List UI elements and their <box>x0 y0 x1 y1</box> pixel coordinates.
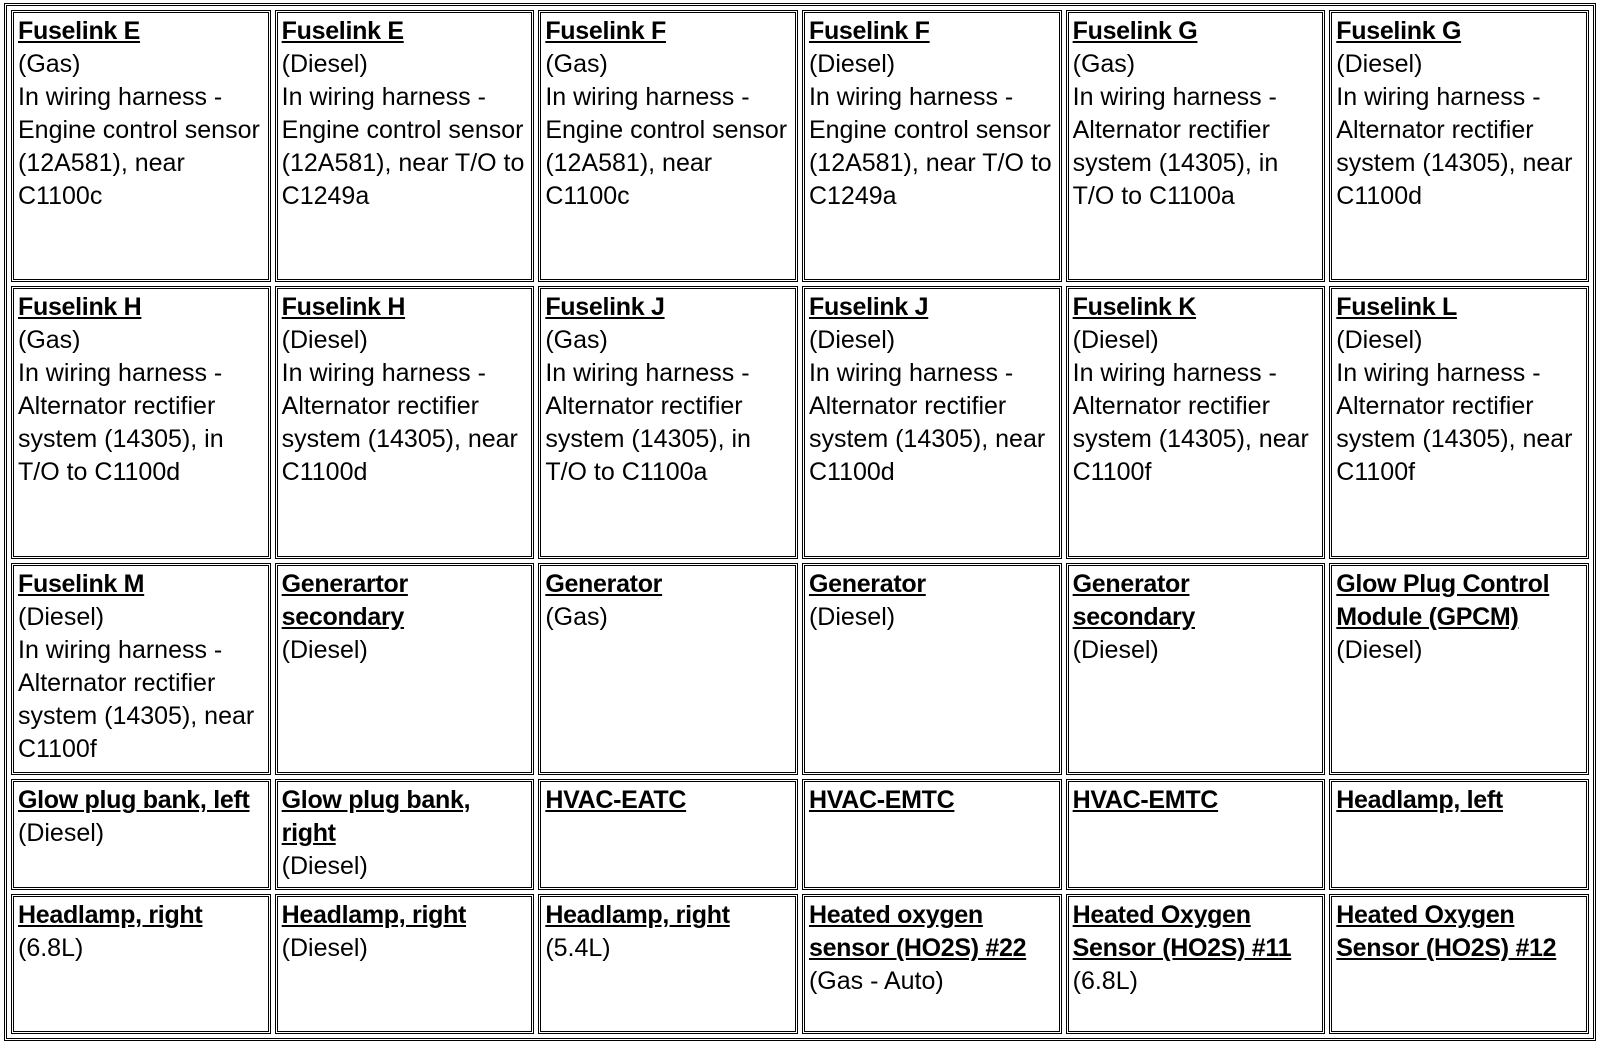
component-name-link[interactable]: HVAC-EMTC <box>1072 786 1219 815</box>
component-name-link[interactable]: Fuselink F <box>545 17 666 45</box>
component-cell <box>1066 286 1326 558</box>
component-location-text: In wiring harness - Alternator rectifier system (14305), in T/O to C1100a <box>545 359 751 487</box>
component-cell <box>11 563 271 775</box>
component-cell <box>802 563 1062 775</box>
component-variant-note: (Diesel) <box>18 819 105 848</box>
component-cell <box>275 10 535 282</box>
component-variant-note: (5.4L) <box>545 934 611 963</box>
component-name-link[interactable]: Headlamp, right <box>545 901 730 930</box>
component-name-link[interactable]: Fuselink J <box>808 293 929 322</box>
component-cell <box>1066 779 1326 890</box>
component-variant-note: (Gas) <box>18 326 81 355</box>
component-variant-note: (Diesel) <box>281 50 368 78</box>
component-cell <box>1066 894 1326 1034</box>
component-name-link[interactable]: Glow plug bank, right <box>281 786 471 848</box>
component-location-text: In wiring harness - Alternator rectifier system (14305), near C1100d <box>281 359 518 487</box>
component-location-table <box>7 6 1593 1038</box>
component-cell <box>1329 894 1589 1034</box>
component-variant-note: (Diesel) <box>1336 326 1423 355</box>
component-name-link[interactable]: Generator <box>808 569 926 598</box>
component-name-link[interactable]: HVAC-EMTC <box>808 786 955 815</box>
component-variant-note: (Gas) <box>545 326 608 355</box>
component-variant-note: (Gas - Auto) <box>808 967 944 996</box>
component-cell <box>802 779 1062 890</box>
table-body <box>11 10 1589 1034</box>
component-cell <box>802 894 1062 1034</box>
component-variant-note: (Gas) <box>545 602 608 631</box>
component-variant-note: (Diesel) <box>281 852 368 881</box>
component-cell <box>11 286 271 558</box>
component-cell <box>1329 563 1589 775</box>
component-cell <box>275 779 535 890</box>
component-name-link[interactable]: Glow Plug Control Module (GPCM) <box>1336 569 1550 631</box>
component-name-link[interactable]: Fuselink L <box>1336 293 1457 322</box>
component-name-link[interactable]: Fuselink E <box>18 17 141 45</box>
component-name-link[interactable]: Heated oxygen sensor (HO2S) #22 <box>808 901 1027 963</box>
component-name-link[interactable]: HVAC-EATC <box>545 786 687 815</box>
component-variant-note: (Gas) <box>545 50 608 78</box>
component-location-text: In wiring harness - Engine control sensor (12A581), near C1100c <box>545 83 788 210</box>
component-location-text: In wiring harness - Alternator rectifier system (14305), near C1100f <box>18 635 255 763</box>
component-name-link[interactable]: Fuselink G <box>1336 17 1462 45</box>
component-name-link[interactable]: Heated Oxygen Sensor (HO2S) #11 <box>1072 901 1292 963</box>
component-cell <box>538 563 798 775</box>
component-location-text: In wiring harness - Alternator rectifier system (14305), near C1100d <box>1336 83 1573 210</box>
component-cell <box>1329 286 1589 558</box>
component-name-link[interactable]: Headlamp, right <box>18 901 203 930</box>
component-name-link[interactable]: Fuselink M <box>18 569 145 598</box>
component-variant-note: (Diesel) <box>281 326 368 355</box>
component-cell <box>802 10 1062 282</box>
table-row <box>11 10 1589 282</box>
component-cell <box>11 10 271 282</box>
component-cell <box>538 10 798 282</box>
component-location-text: In wiring harness - Alternator rectifier system (14305), near C1100f <box>1072 359 1309 487</box>
component-variant-note: (6.8L) <box>18 934 84 963</box>
component-name-link[interactable]: Fuselink G <box>1072 17 1198 45</box>
component-name-link[interactable]: Fuselink K <box>1072 293 1197 322</box>
component-name-link[interactable]: Headlamp, right <box>281 901 467 930</box>
component-variant-note: (Diesel) <box>1072 326 1159 355</box>
component-variant-note: (Diesel) <box>808 602 896 631</box>
component-cell <box>275 894 535 1034</box>
component-location-text: In wiring harness - Alternator rectifier system (14305), in T/O to C1100d <box>18 359 224 487</box>
component-name-link[interactable]: Glow plug bank, left <box>18 786 250 815</box>
component-variant-note: (Diesel) <box>1336 50 1423 78</box>
component-location-table-frame <box>4 3 1596 1041</box>
component-variant-note: (6.8L) <box>1072 967 1138 996</box>
component-cell <box>275 286 535 558</box>
component-variant-note: (Gas) <box>18 50 81 78</box>
component-cell <box>1329 779 1589 890</box>
component-name-link[interactable]: Fuselink F <box>808 17 930 45</box>
component-variant-note: (Diesel) <box>808 50 896 78</box>
component-name-link[interactable]: Generator <box>545 569 663 598</box>
component-name-link[interactable]: Generator secondary <box>1072 569 1195 631</box>
component-name-link[interactable]: Headlamp, left <box>1336 786 1503 815</box>
component-name-link[interactable]: Fuselink J <box>545 293 665 322</box>
component-location-text: In wiring harness - Alternator rectifier system (14305), near C1100f <box>1336 359 1573 487</box>
component-variant-note: (Diesel) <box>281 635 368 664</box>
component-variant-note: (Diesel) <box>1072 635 1159 664</box>
component-location-text: In wiring harness - Alternator rectifier system (14305), in T/O to C1100a <box>1072 83 1279 210</box>
component-variant-note: (Diesel) <box>808 326 896 355</box>
component-variant-note: (Diesel) <box>18 602 105 631</box>
component-location-text: In wiring harness - Alternator rectifier system (14305), near C1100d <box>808 359 1046 487</box>
component-location-text: In wiring harness - Engine control sensor (12A581), near T/O to C1249a <box>281 83 525 210</box>
component-location-text: In wiring harness - Engine control sensor (12A581), near C1100c <box>18 83 260 210</box>
component-cell <box>538 894 798 1034</box>
component-cell <box>1329 10 1589 282</box>
component-name-link[interactable]: Heated Oxygen Sensor (HO2S) #12 <box>1336 901 1557 963</box>
component-cell <box>538 286 798 558</box>
component-variant-note: (Diesel) <box>281 934 368 963</box>
table-row <box>11 779 1589 890</box>
component-variant-note: (Gas) <box>1072 50 1136 78</box>
component-cell <box>11 894 271 1034</box>
table-row <box>11 894 1589 1034</box>
component-cell <box>11 779 271 890</box>
component-cell <box>1066 563 1326 775</box>
component-name-link[interactable]: Fuselink E <box>281 17 404 45</box>
component-cell <box>538 779 798 890</box>
component-cell <box>802 286 1062 558</box>
table-row <box>11 563 1589 775</box>
component-location-text: In wiring harness - Engine control sensor (12A581), near T/O to C1249a <box>808 83 1052 210</box>
component-name-link[interactable]: Fuselink H <box>281 293 406 322</box>
component-name-link[interactable]: Generartor secondary <box>281 569 408 631</box>
table-row <box>11 286 1589 558</box>
component-name-link[interactable]: Fuselink H <box>18 293 142 322</box>
component-variant-note: (Diesel) <box>1336 635 1423 664</box>
component-cell <box>1066 10 1326 282</box>
component-cell <box>275 563 535 775</box>
